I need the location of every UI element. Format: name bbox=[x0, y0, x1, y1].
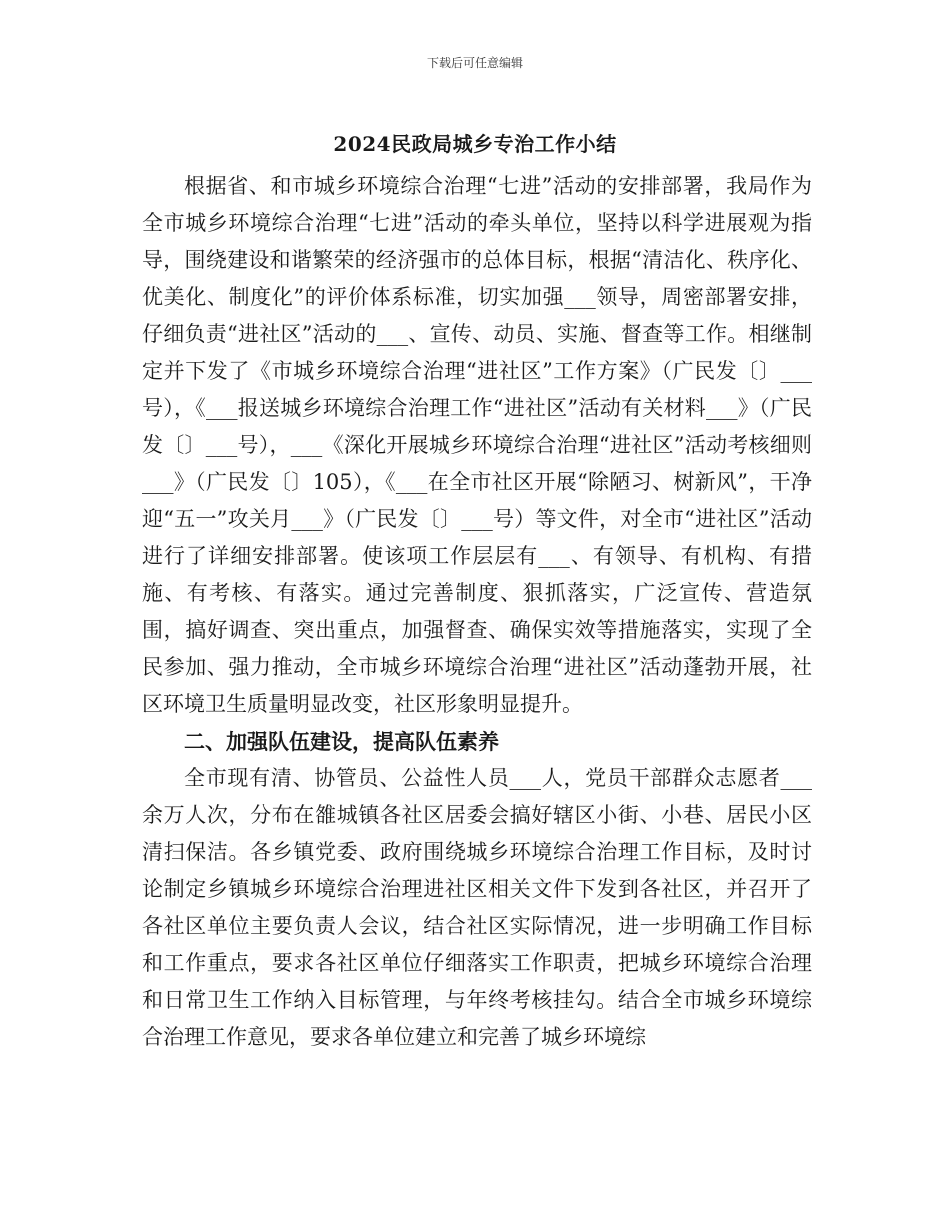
header-note: 下载后可任意编辑 bbox=[426, 56, 523, 70]
section-heading-2: 二、加强队伍建设，提高队伍素养 bbox=[184, 729, 499, 754]
paragraph-2: 全市现有清、协管员、公益性人员___人，党员干部群众志愿者___余万人次，分布在雒城镇各社区居委会搞好辖区小街、小巷、居民小区清扫保洁。各乡镇党委、政府围绕城乡环境综合治理工作目标，及时讨论制定乡镇城乡环境综合治理进社区相关文件下发到各社区，并召开了各社区单位主要负责人会议，结合社区实际情况，进一步明确工作目标和工作重点，要求各社区单位仔细落实工作职责，把城乡环境综合治理和日常卫生工作纳入目标管理，与年终考核挂勾。结合全市城乡环境综合治理工作意见，要求各单位建立和完善了城乡环境综 bbox=[142, 766, 812, 1049]
paragraph-1: 根据省、和市城乡环境综合治理“七进”活动的安排部署，我局作为全市城乡环境综合治理“七进”活动的牵头单位，坚持以科学进展观为指导，围绕建设和谐繁荣的经济强市的总体目标，根据“清洁化、秩序化、优美化、制度化”的评价体系标准，切实加强___领导，周密部署安排，仔细负责“进社区”活动的___、宣传、动员、实施、督查等工作。相继制定并下发了《市城乡环境综合治理“进社区”工作方案》（广民发〔〕___号），《___报送城乡环境综合治理工作“进社区”活动有关材料___》（广民发〔〕___号），___《深化开展城乡环境综合治理“进社区”活动考核细则___》（广民发〔〕105），《___在全市社区开展“除陋习、树新风”，干净迎“五一”攻关月___》（广民发〔〕___号）等文件，对全市“进社区”活动进行了详细安排部署。使该项工作层层有___、有领导、有机构、有措施、有考核、有落实。通过完善制度、狠抓落实，广泛宣传、营造氛围，搞好调查、突出重点，加强督查、确保实效等措施落实，实现了全民参加、强力推动，全市城乡环境综合治理“进社区”活动蓬勃开展，社区环境卫生质量明显改变，社区形象明显提升。 bbox=[142, 174, 812, 716]
document-title: 2024民政局城乡专治工作小结 bbox=[333, 132, 617, 156]
document-body bbox=[142, 168, 812, 1056]
